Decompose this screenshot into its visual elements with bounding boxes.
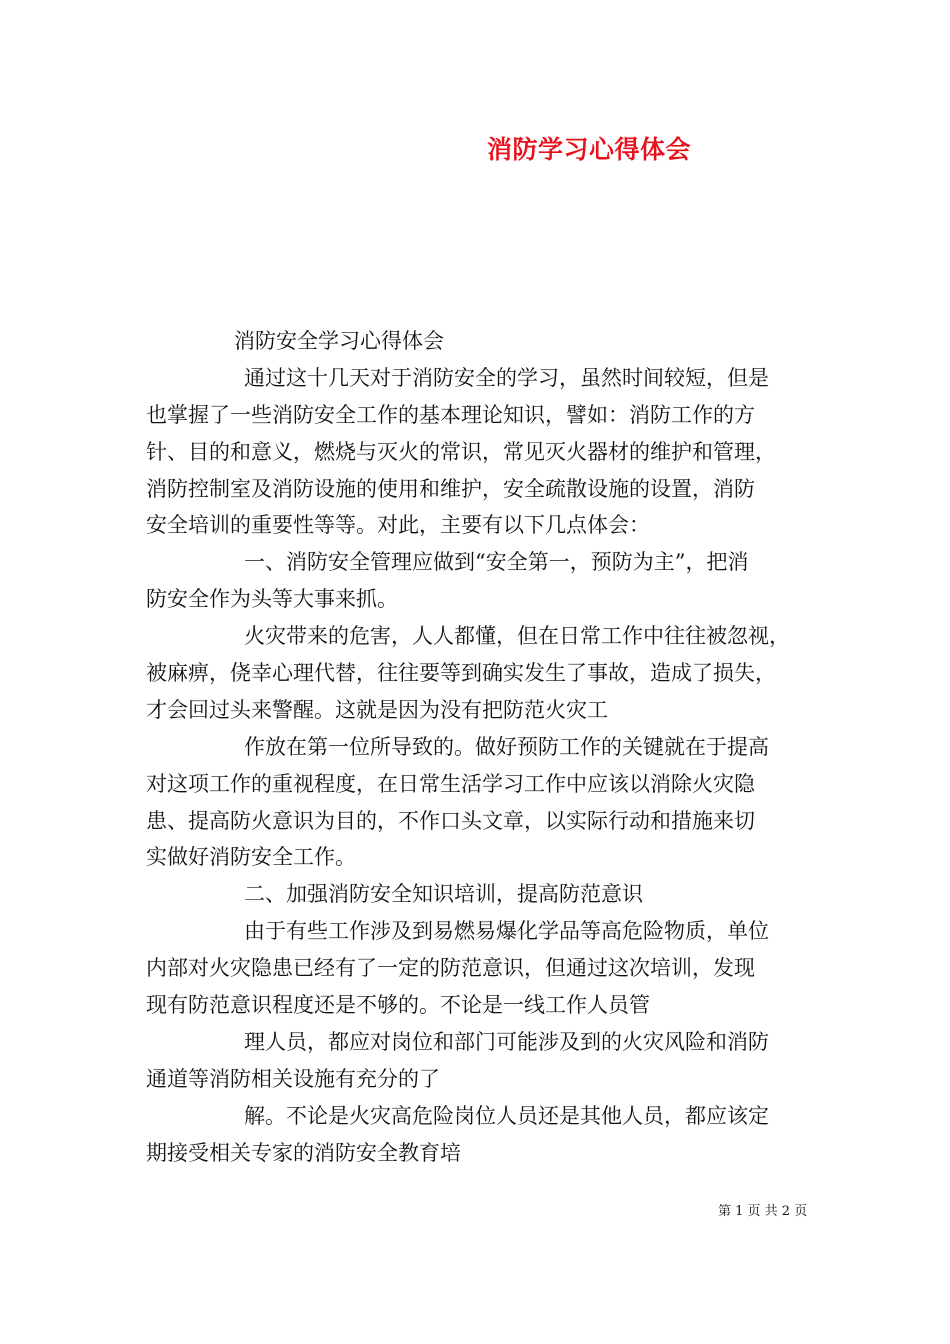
- text-line: 二、加强消防安全知识培训，提高防范意识: [244, 882, 643, 907]
- page-title: 消防学习心得体会: [487, 135, 692, 164]
- text-line: 被麻痹，侥幸心理代替，往往要等到确实发生了事故，造成了损失，: [146, 661, 776, 686]
- text-line: 现有防范意识程度还是不够的。不论是一线工作人员管: [146, 993, 650, 1018]
- text-line: 由于有些工作涉及到易燃易爆化学品等高危险物质，单位: [244, 919, 769, 944]
- text-line: 通道等消防相关设施有充分的了: [146, 1066, 440, 1091]
- text-line: 火灾带来的危害，人人都懂，但在日常工作中往往被忽视，: [244, 624, 790, 649]
- text-line: 实做好消防安全工作。: [146, 845, 356, 870]
- text-line: 作放在第一位所导致的。做好预防工作的关键就在于提高: [244, 734, 769, 759]
- document-body: [146, 323, 826, 1171]
- text-line: 一、消防安全管理应做到“安全第一，预防为主”，把消: [244, 550, 749, 575]
- text-line: 解。不论是火灾高危险岗位人员还是其他人员，都应该定: [244, 1103, 769, 1128]
- text-line: 消防安全学习心得体会: [234, 329, 444, 353]
- text-line: 内部对火灾隐患已经有了一定的防范意识，但通过这次培训，发现: [146, 956, 755, 981]
- text-line: 消防控制室及消防设施的使用和维护，安全疏散设施的设置，消防: [146, 476, 755, 501]
- page-number-footer: 第 1 页 共 2 页: [718, 1204, 808, 1219]
- text-line: 对这项工作的重视程度，在日常生活学习工作中应该以消除火灾隐: [146, 771, 755, 796]
- text-line: 针、目的和意义，燃烧与灭火的常识，常见灭火器材的维护和管理，: [146, 439, 776, 464]
- text-line: 防安全作为头等大事来抓。: [146, 587, 398, 612]
- text-line: 理人员，都应对岗位和部门可能涉及到的火灾风险和消防: [244, 1029, 769, 1054]
- text-line: 也掌握了一些消防安全工作的基本理论知识，譬如：消防工作的方: [146, 402, 755, 427]
- text-line: 才会回过头来警醒。这就是因为没有把防范火灾工: [146, 697, 608, 722]
- text-line: 通过这十几天对于消防安全的学习，虽然时间较短，但是: [244, 365, 769, 390]
- text-line: 患、提高防火意识为目的，不作口头文章，以实际行动和措施来切: [146, 808, 755, 833]
- text-line: 安全培训的重要性等等。对此，主要有以下几点体会：: [146, 513, 650, 538]
- text-line: 期接受相关专家的消防安全教育培: [146, 1140, 461, 1165]
